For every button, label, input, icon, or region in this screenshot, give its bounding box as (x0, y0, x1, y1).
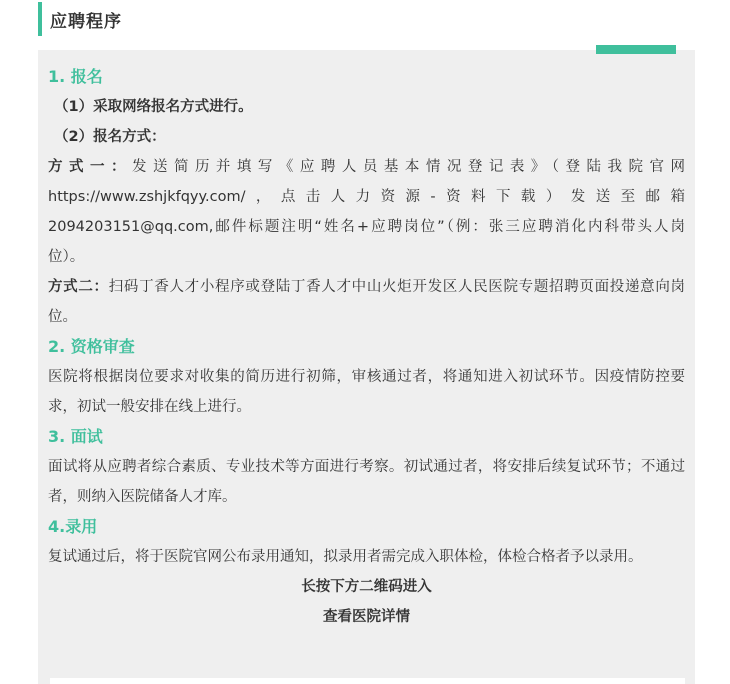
hire-text: 复试通过后，将于医院官网公布录用通知，拟录用者需完成入职体检，体检合格者予以录用。 (48, 549, 643, 565)
method-one-line-3: 2094203151@qq.com,邮件标题注明“姓名+应聘岗位”（例：张三应聘消化内科带头人岗 (48, 219, 685, 235)
section-title-apply: 1. 报名 (48, 67, 103, 86)
footer-line-2: 查看医院详情 (323, 609, 410, 625)
article-body (48, 62, 685, 632)
method-one-line-2: https://www.zshjkfqyy.com/，点击人力资源-资料下载）发送至邮箱 (48, 189, 685, 205)
section-title-interview: 3. 面试 (48, 427, 103, 446)
page-title: 应聘程序 (50, 11, 122, 32)
method-one-line-1 (48, 152, 685, 182)
qr-area-top-edge (50, 678, 685, 684)
review-text: 医院将根据岗位要求对收集的简历进行初筛，审核通过者，将通知进入初试环节。因疫情防控要求，初试一般安排在线上进行。 (48, 369, 685, 415)
method-two-text: 扫码丁香人才小程序或登陆丁香人才中山火炬开发区人民医院专题招聘页面投递意向岗位。 (48, 279, 685, 325)
section-heading (38, 2, 122, 36)
interview-text: 面试将从应聘者综合素质、专业技术等方面进行考察。初试通过者，将安排后续复试环节；不通过者，则纳入医院储备人才库。 (48, 459, 685, 505)
method-one-text-1: 发送简历并填写《应聘人员基本情况登记表》（登陆我院官网 (131, 159, 685, 175)
apply-item-1: （1）采取网络报名方式进行。 (54, 99, 253, 115)
method-one-label: 方式一： (48, 159, 132, 175)
method-two (48, 272, 685, 332)
apply-item-2: （2）报名方式： (54, 129, 166, 145)
panel-accent-tab (596, 45, 676, 54)
footer-line-1: 长按下方二维码进入 (301, 579, 432, 595)
method-two-label: 方式二： (48, 279, 109, 295)
heading-accent-bar (38, 2, 42, 36)
section-title-hire: 4.录用 (48, 517, 98, 536)
method-one-line-4: 位）。 (48, 249, 85, 265)
section-title-review: 2. 资格审查 (48, 337, 135, 356)
